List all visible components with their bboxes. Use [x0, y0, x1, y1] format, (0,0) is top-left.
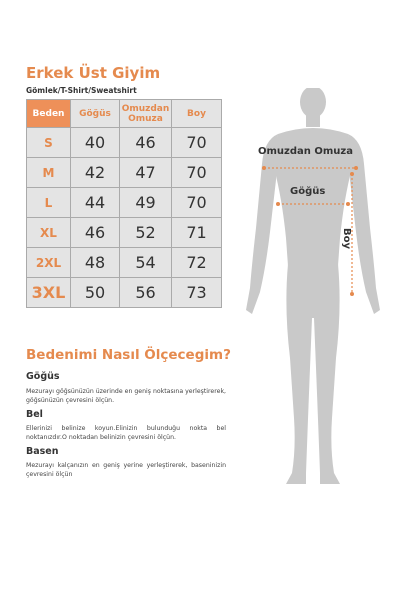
size-cell: 2XL [27, 248, 71, 278]
length-label: Boy [341, 228, 352, 250]
shoulder-cell: 56 [120, 278, 172, 308]
chest-cell: 44 [71, 188, 120, 218]
guide-heading-chest: Göğüs [26, 371, 60, 382]
chest-label: Göğüs [290, 186, 326, 197]
table-row [27, 218, 222, 248]
length-top-dot [350, 172, 354, 176]
shoulder-label: Omuzdan Omuza [258, 146, 353, 157]
table-row [27, 158, 222, 188]
chest-cell: 48 [71, 248, 120, 278]
size-table [26, 99, 222, 308]
shoulder-cell: 46 [120, 128, 172, 158]
table-row [27, 278, 222, 308]
shoulder-left-dot [262, 166, 266, 170]
right-arm-shape [348, 134, 380, 314]
neck-shape [306, 115, 320, 127]
legs-shape [286, 264, 340, 484]
table-row [27, 128, 222, 158]
measure-guide-title: Bedenimi Nasıl Ölçecegim? [26, 347, 231, 363]
size-table-header-row [27, 100, 222, 128]
length-cell: 73 [172, 278, 222, 308]
chest-cell: 46 [71, 218, 120, 248]
guide-heading-waist: Bel [26, 409, 43, 420]
length-cell: 72 [172, 248, 222, 278]
table-row [27, 188, 222, 218]
header-cell-omuzdan-omuza: Omuzdan Omuza [120, 100, 172, 128]
size-cell: L [27, 188, 71, 218]
length-cell: 71 [172, 218, 222, 248]
length-bottom-dot [350, 292, 354, 296]
shoulder-cell: 47 [120, 158, 172, 188]
shoulder-cell: 52 [120, 218, 172, 248]
head-shape [300, 88, 326, 118]
size-cell: M [27, 158, 71, 188]
chest-cell: 50 [71, 278, 120, 308]
header-cell-gogus: Göğüs [71, 100, 120, 128]
shoulder-cell: 54 [120, 248, 172, 278]
chest-cell: 42 [71, 158, 120, 188]
page-subtitle: Gömlek/T-Shirt/Sweatshirt [26, 86, 137, 95]
size-cell: XL [27, 218, 71, 248]
length-cell: 70 [172, 188, 222, 218]
shoulder-right-dot [354, 166, 358, 170]
header-cell-beden: Beden [27, 100, 71, 128]
header-cell-boy: Boy [172, 100, 222, 128]
chest-cell: 40 [71, 128, 120, 158]
table-row [27, 248, 222, 278]
left-arm-shape [246, 134, 278, 314]
body-figure [238, 88, 388, 498]
page-title: Erkek Üst Giyim [26, 64, 161, 82]
length-cell: 70 [172, 158, 222, 188]
size-cell: S [27, 128, 71, 158]
guide-text-waist: Ellerinizi belinize koyun.Elinizin bulunduğu nokta bel noktanızdır.O noktadan belinizin çevresini ölçün. [26, 425, 226, 441]
guide-text-chest: Mezurayı göğsünüzün üzerinde en geniş noktasına yerleştirerek, göğsünüzün çevresini ölçün. [26, 388, 226, 404]
guide-text-hip: Mezurayı kalçanızın en geniş yerine yerleştirerek, baseninizin çevresini ölçün [26, 462, 226, 478]
shoulder-cell: 49 [120, 188, 172, 218]
length-cell: 70 [172, 128, 222, 158]
chest-right-dot [346, 202, 350, 206]
chest-left-dot [276, 202, 280, 206]
guide-heading-hip: Basen [26, 446, 59, 457]
size-cell: 3XL [27, 278, 71, 308]
